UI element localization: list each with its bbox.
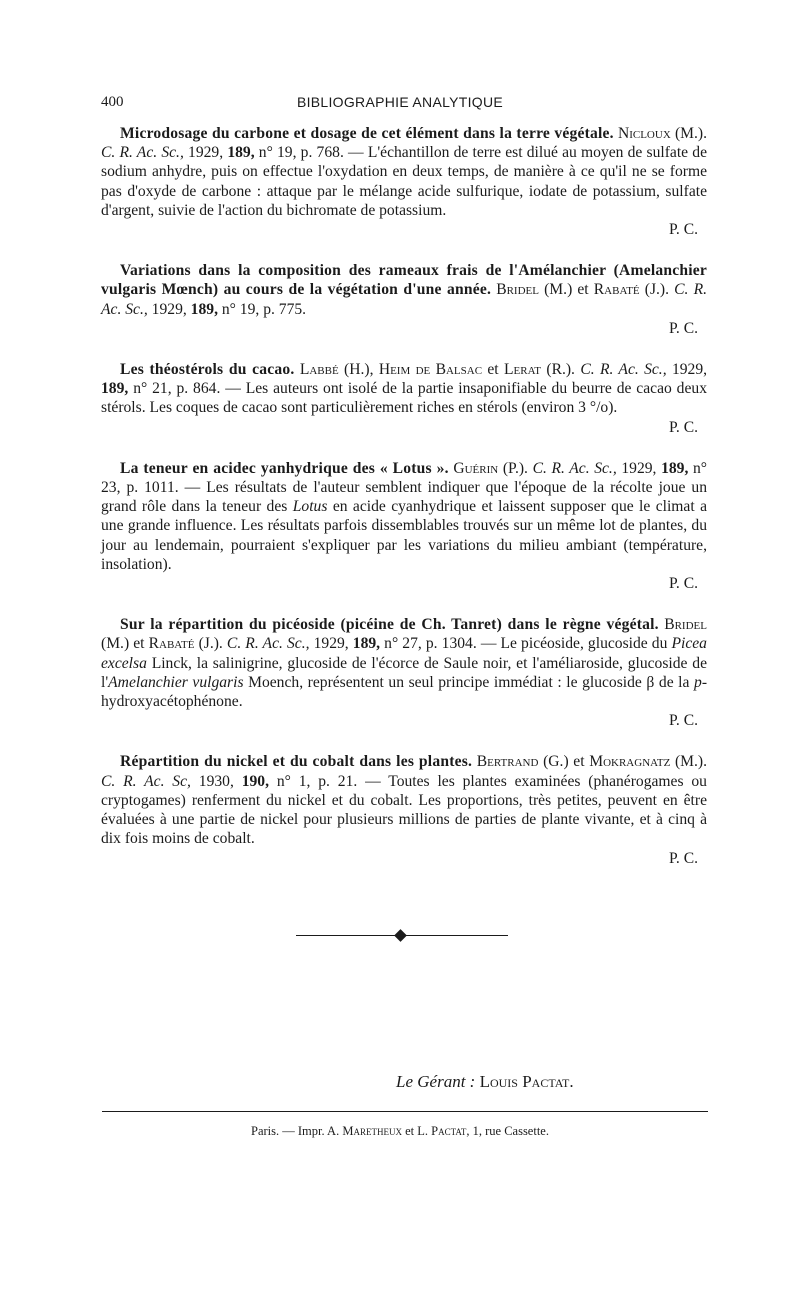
entry-author: Bridel xyxy=(496,281,539,299)
entry-pages: n° 21, p. 864. xyxy=(133,380,221,398)
entry-author-2: Rabaté xyxy=(148,635,195,653)
entry-abstract: — L'échantillon de terre est dilué au moyen de sulfate de sodium anhydre, puis on effectue l'oxydation en deux temps, de manière à ce qu'il ne se forme pas d'oxyde de carbone : attaque par le mélange acide sulfurique, iodate de potassium, sulfate d'argent, suivie de l'action du bichromate de potassium. xyxy=(101,144,707,219)
gerant-name: Louis Pactat. xyxy=(479,1072,574,1091)
entry-pages: n° 19, p. 775. xyxy=(221,300,307,318)
entry-author-3: Lerat xyxy=(504,361,542,379)
entry-signature: P. C. xyxy=(668,319,698,337)
entry-author-2-initials: (M.). xyxy=(674,753,708,771)
bibliography-entry xyxy=(101,752,707,867)
entry-author: Nicloux xyxy=(617,125,671,142)
imprint-address: 1, rue Cassette. xyxy=(472,1124,549,1138)
entry-volume: 190, xyxy=(241,772,269,790)
entry-signature: P. C. xyxy=(668,575,698,593)
entry-signature: P. C. xyxy=(668,221,698,239)
entry-author-initials: (P.). xyxy=(502,459,528,477)
entry-volume: 189, xyxy=(227,144,255,162)
entry-title: Sur la répartition du picéoside (picéine de Ch. Tanret) dans le règne végétal. xyxy=(120,616,659,634)
entry-title: La teneur en acidec yanhydrique des « Lotus ». xyxy=(120,459,449,477)
imprint-printer-2: Pactat, xyxy=(431,1124,470,1138)
entry-connector: et xyxy=(487,361,499,379)
entry-author-initials: (M.) xyxy=(101,635,130,653)
running-head: BIBLIOGRAPHIE ANALYTIQUE xyxy=(296,94,504,110)
bibliography-entry xyxy=(101,360,707,437)
entry-connector: et xyxy=(577,281,589,299)
entry-abstract-italic: p xyxy=(694,673,702,691)
entry-journal: C. R. Ac. Sc., xyxy=(101,144,184,162)
entry-author-2: Mokragnatz xyxy=(589,753,671,771)
imprint-and: et L. xyxy=(405,1124,428,1138)
entry-year: 1929, xyxy=(188,144,224,162)
entry-abstract-italic: Picea excelsa xyxy=(101,635,707,672)
entry-volume: 189, xyxy=(190,300,218,318)
entry-author: Bertrand xyxy=(476,753,539,771)
entry-abstract-italic: Lotus xyxy=(292,498,328,516)
entry-signature: P. C. xyxy=(668,712,698,730)
bibliography-entry xyxy=(101,124,707,239)
entry-year: 1929, xyxy=(621,459,657,477)
page-number: 400 xyxy=(101,94,124,110)
entry-author-3-initials: (R.). xyxy=(546,361,575,379)
diamond-ornament-icon xyxy=(394,929,407,942)
entry-volume: 189, xyxy=(352,635,381,653)
bibliography-content xyxy=(101,124,707,890)
entry-author-initials: (H.), xyxy=(344,361,374,379)
section-divider xyxy=(296,929,508,943)
entry-author-2-initials: (J.). xyxy=(198,635,223,653)
entry-author: Labbé xyxy=(299,361,339,379)
entry-abstract-italic: Amelanchier vulgaris xyxy=(108,673,244,691)
entry-author-2-initials: (J.). xyxy=(644,281,670,299)
entry-title: Microdosage du carbone et dosage de cet élément dans la terre végétale. xyxy=(120,125,614,142)
entry-pages: n° 19, p. 768. xyxy=(258,144,344,162)
entry-signature: P. C. xyxy=(668,849,698,867)
entry-year: 1929, xyxy=(671,361,708,379)
entry-author-initials: (G.) xyxy=(543,753,569,771)
entry-author-initials: (M.). xyxy=(674,125,707,142)
entry-year: 1929, xyxy=(151,300,187,318)
bibliography-entry xyxy=(101,459,707,593)
entry-connector: et xyxy=(133,635,145,653)
entry-pages: n° 23, p. 1011. xyxy=(101,459,708,497)
entry-journal: C. R. Ac. Sc., xyxy=(226,635,310,653)
imprint-printer-1: Maretheux xyxy=(342,1124,402,1138)
entry-year: 1930, xyxy=(198,772,234,790)
gerant-label: Le Gérant : xyxy=(396,1072,476,1091)
printer-imprint xyxy=(0,1124,800,1139)
entry-abstract: — Toutes les plantes examinées (phanérogames ou cryptogames) renferment du nickel et du cobalt. Les proportions, très petites, peuvent en être évaluées à une partie de nickel pour plusieurs millions de parties de plante vivante, et à cinq à dix fois moins de cobalt. xyxy=(101,772,707,848)
entry-signature: P. C. xyxy=(668,418,698,436)
entry-author: Guérin xyxy=(453,459,499,477)
entry-author: Bridel xyxy=(664,616,707,634)
entry-journal: C. R. Ac. Sc., xyxy=(101,281,707,318)
entry-year: 1929, xyxy=(313,635,349,653)
entry-journal: C. R. Ac. Sc, xyxy=(101,772,191,790)
entry-abstract: — Le picéoside, glucoside du xyxy=(480,635,668,653)
footer-rule xyxy=(102,1111,708,1112)
entry-volume: 189, xyxy=(661,459,689,477)
gerant-signature xyxy=(396,1072,574,1092)
entry-author-2: Heim de Balsac xyxy=(378,361,483,379)
entry-title: Répartition du nickel et du cobalt dans les plantes. xyxy=(120,753,473,771)
entry-journal: C. R. Ac. Sc., xyxy=(580,361,667,379)
entry-abstract: — Les résultats de l'auteur semblent indiquer que l'époque de la récolte joue un grand rôle dans la teneur des xyxy=(101,479,707,516)
entry-pages: n° 27, p. 1304. xyxy=(384,635,477,653)
entry-journal: C. R. Ac. Sc., xyxy=(532,459,617,477)
entry-abstract: Moench, représentent un seul principe immédiat : le glucoside β de la xyxy=(248,673,690,691)
entry-volume: 189, xyxy=(101,380,129,398)
entry-title: Variations dans la composition des rameaux frais de l'Amélanchier (Amelanchier vulgaris Mœnch) au cours de la végétation d'une année. xyxy=(101,262,707,299)
bibliography-entry xyxy=(101,615,707,730)
entry-author-initials: (M.) xyxy=(544,281,573,299)
entry-title: Les théostérols du cacao. xyxy=(120,361,295,379)
entry-abstract: -hydroxyacétophénone. xyxy=(101,673,708,711)
entry-abstract: en acide cyanhydrique et laissent supposer que le climat a une grande influence. Les résultats parfois dissemblables trouvés sur un même lot de plantes, du jour au lendemain, pourraient s'expliquer par les variations du milieu ambiant (température, insolation). xyxy=(101,498,707,573)
entry-author-2: Rabaté xyxy=(593,281,640,299)
entry-connector: et xyxy=(573,753,585,771)
entry-abstract: Linck, la salinigrine, glucoside de l'écorce de Saule noir, et l'améliaroside, glucoside de l' xyxy=(101,654,707,691)
entry-pages: n° 1, p. 21. xyxy=(276,772,358,790)
bibliography-entry xyxy=(101,261,707,338)
imprint-prefix: Paris. — Impr. A. xyxy=(251,1124,340,1138)
entry-abstract: — Les auteurs ont isolé de la partie insaponifiable du beurre de cacao deux stérols. Les coques de cacao sont particulièrement riches en stérols (environ 3 °/o). xyxy=(101,380,707,417)
